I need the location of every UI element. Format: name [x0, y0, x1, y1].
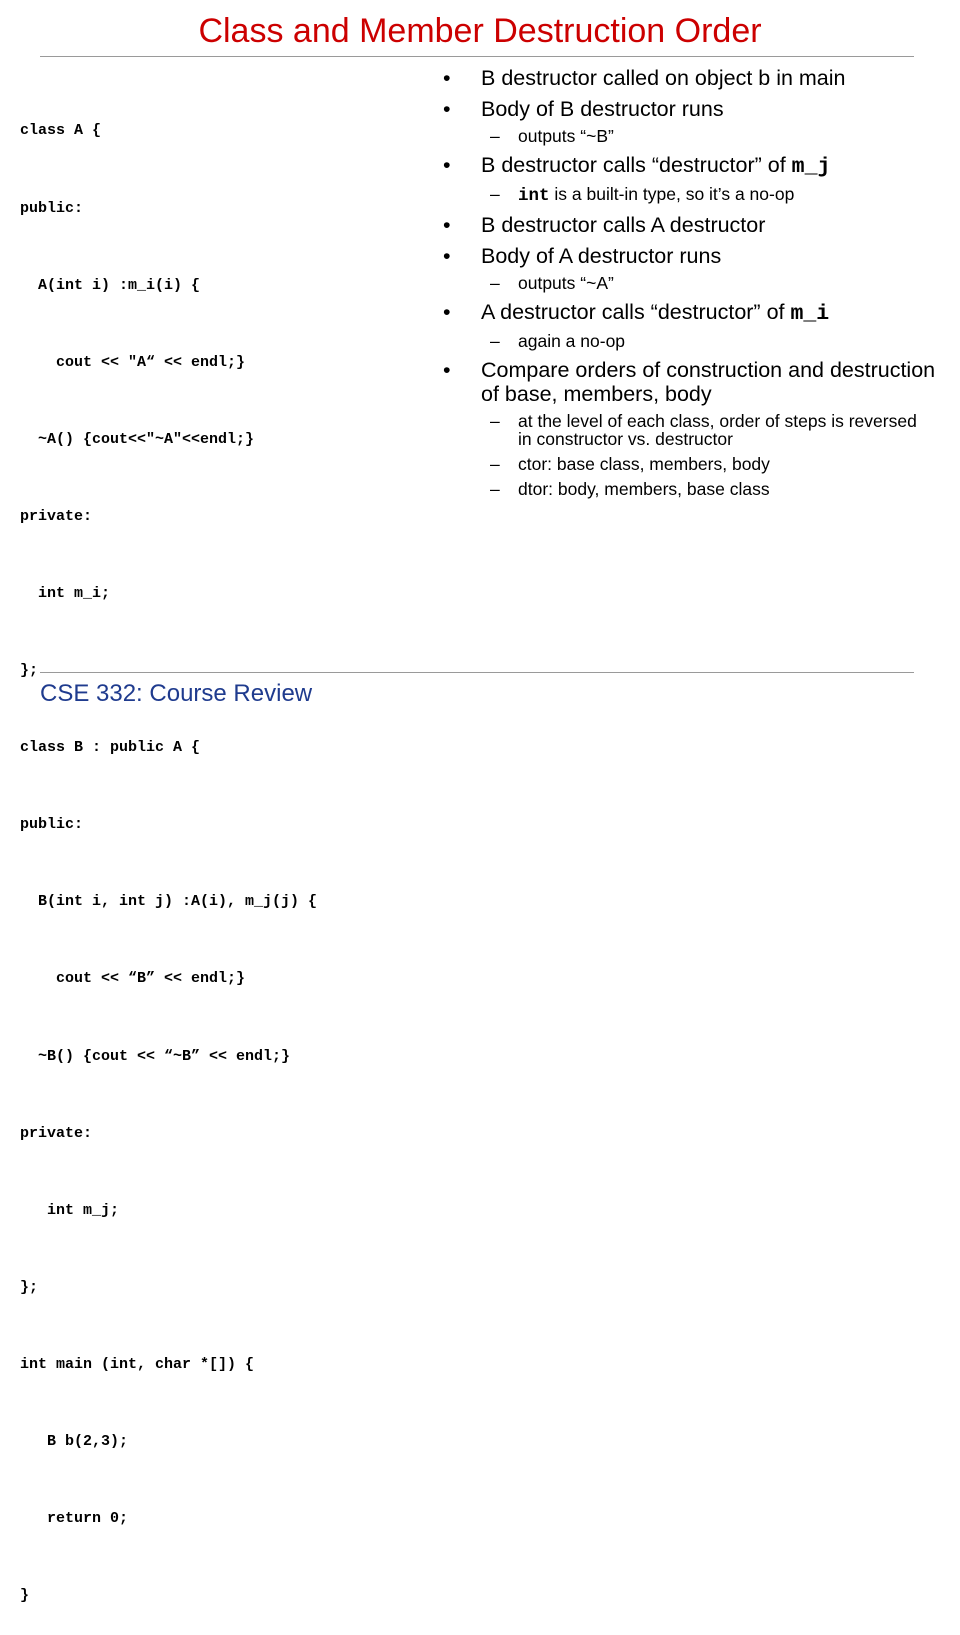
code-term: m_j	[791, 155, 831, 179]
bullet-item	[443, 300, 943, 326]
code-line: int m_j;	[20, 1201, 120, 1219]
bullet-text: Body of B destructor runs	[481, 97, 724, 121]
code-line: int m_i;	[20, 584, 111, 602]
sub-bullet-text: again a no-op	[518, 331, 626, 351]
bullet-dot-icon: •	[443, 300, 451, 324]
bullet-text: B destructor calls “destructor” of	[481, 153, 792, 177]
bullet-dot-icon: •	[443, 244, 451, 268]
code-line: B(int i, int j) :A(i), m_j(j) {	[20, 893, 318, 911]
sub-bullet-item	[443, 412, 918, 448]
bullet-item	[443, 153, 943, 179]
code-line: return 0;	[20, 1510, 129, 1528]
sub-bullet-item	[443, 455, 943, 473]
bullet-item	[443, 244, 943, 268]
bullet-text: Body of A destructor runs	[481, 244, 722, 268]
bullet-text: Compare orders of construction and destruction of base, members, body	[481, 358, 936, 406]
bullet-item	[443, 213, 943, 237]
footer-text: CSE 332: Course Review	[40, 680, 313, 707]
bullet-text: B destructor calls A destructor	[481, 213, 766, 237]
code-line: public:	[20, 199, 84, 217]
bullet-item	[443, 66, 943, 90]
code-line: B b(2,3);	[20, 1433, 129, 1450]
code-line: ~A() {cout<<"~A"<<endl;}	[20, 430, 255, 448]
dash-icon: –	[490, 411, 500, 431]
sub-bullet-text: at the level of each class, order of steps is reversed in constructor vs. destructor	[518, 411, 917, 449]
bullet-dot-icon: •	[443, 66, 451, 90]
sub-bullet-text: is a built-in type, so it’s a no-op	[549, 184, 795, 204]
code-line: }	[20, 1587, 30, 1605]
sub-bullet-text: outputs “~B”	[518, 126, 614, 146]
code-line: public:	[20, 816, 84, 834]
code-line: class B : public A {	[20, 739, 201, 757]
bullet-text: B destructor called on object b in main	[481, 66, 846, 90]
sub-bullet-item	[443, 274, 943, 292]
code-line: ~B() {cout << “~B” << endl;}	[20, 1047, 291, 1065]
sub-bullet-item	[443, 185, 943, 205]
bullet-dot-icon: •	[443, 153, 451, 177]
code-line: };	[20, 1278, 39, 1296]
dash-icon: –	[490, 454, 500, 474]
bullet-list	[443, 66, 943, 506]
dash-icon: –	[490, 479, 500, 499]
sub-bullet-text: ctor: base class, members, body	[518, 454, 770, 474]
dash-icon: –	[490, 184, 500, 204]
dash-icon: –	[490, 273, 500, 293]
code-line: class A {	[20, 122, 102, 140]
title-divider	[40, 56, 914, 57]
sub-bullet-text: dtor: body, members, base class	[518, 479, 770, 499]
code-line: private:	[20, 507, 93, 525]
sub-bullet-text: outputs “~A”	[518, 273, 614, 293]
code-line: int main (int, char *[]) {	[20, 1355, 255, 1373]
bullet-item	[443, 97, 943, 121]
code-line: };	[20, 662, 39, 680]
bullet-item	[443, 358, 943, 406]
sub-bullet-item	[443, 127, 943, 145]
dash-icon: –	[490, 126, 500, 146]
code-line: A(int i) :m_i(i) {	[20, 276, 201, 294]
bullet-text: A destructor calls “destructor” of	[481, 300, 791, 324]
code-line: cout << "A“ << endl;}	[20, 353, 246, 371]
code-term: m_i	[790, 302, 830, 326]
code-block	[20, 67, 450, 1635]
footer-divider	[40, 672, 914, 673]
bullet-dot-icon: •	[443, 358, 451, 382]
code-line: private:	[20, 1124, 93, 1142]
dash-icon: –	[490, 331, 500, 351]
sub-bullet-item	[443, 332, 943, 350]
code-line: cout << “B” << endl;}	[20, 970, 246, 988]
slide-title: Class and Member Destruction Order	[198, 12, 762, 50]
sub-bullet-item	[443, 480, 943, 498]
bullet-dot-icon: •	[443, 97, 451, 121]
bullet-dot-icon: •	[443, 213, 451, 237]
code-term: int	[518, 186, 550, 206]
